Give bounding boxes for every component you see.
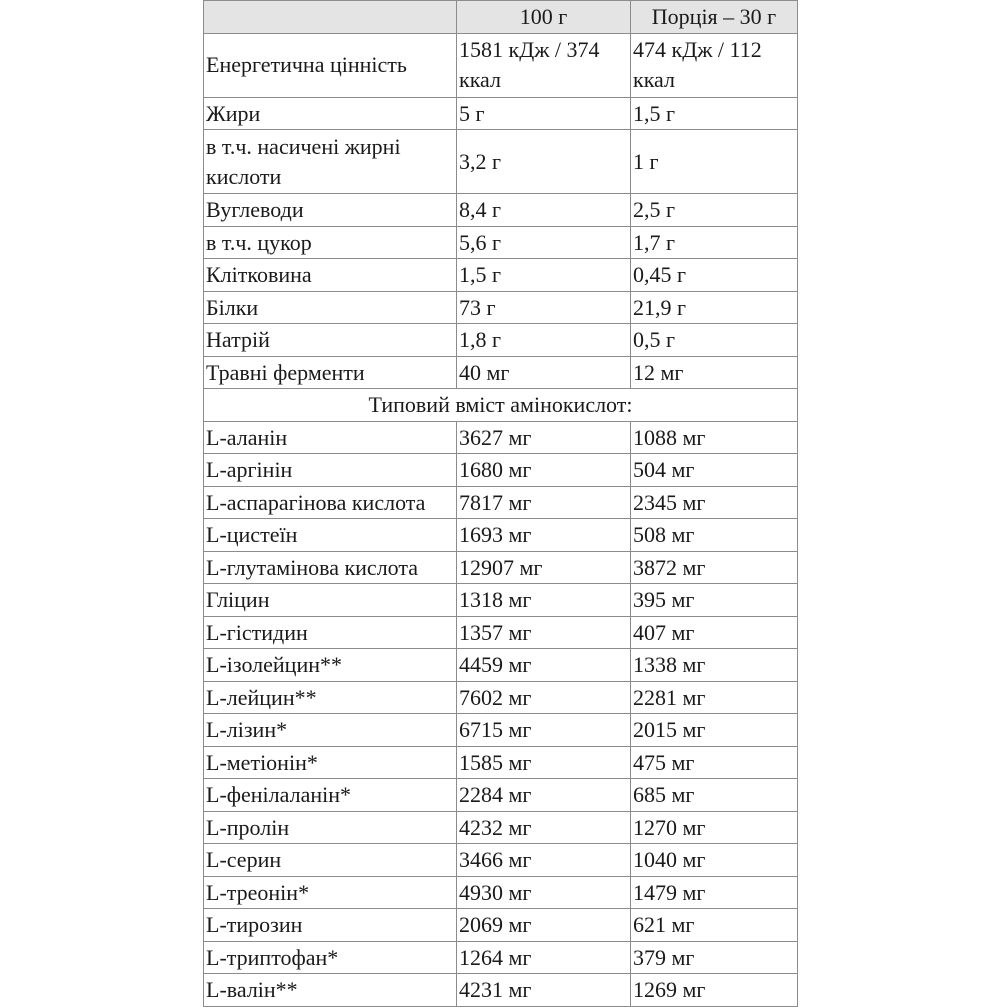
- amino-acid-row: [204, 616, 798, 649]
- nutrient-name-cell: L-серин: [204, 844, 457, 877]
- nutrient-name-cell: L-аргінін: [204, 454, 457, 487]
- value-100g-cell: 4232 мг: [457, 811, 631, 844]
- value-100g-cell: 4459 мг: [457, 649, 631, 682]
- value-100g-cell: 40 мг: [457, 356, 631, 389]
- amino-acid-row: [204, 876, 798, 909]
- nutrient-name-cell: L-лейцин**: [204, 681, 457, 714]
- value-100g-cell: 5 г: [457, 97, 631, 130]
- header-blank-cell: [204, 1, 457, 34]
- nutrient-row: [204, 356, 798, 389]
- nutrient-name-cell: L-лізин*: [204, 714, 457, 747]
- nutrient-name-cell: L-глутамінова кислота: [204, 551, 457, 584]
- value-portion-cell: 379 мг: [631, 941, 798, 974]
- value-100g-cell: 1264 мг: [457, 941, 631, 974]
- nutrient-name-cell: L-ізолейцин**: [204, 649, 457, 682]
- nutrient-row: [204, 226, 798, 259]
- value-100g-cell: 1693 мг: [457, 519, 631, 552]
- value-100g-cell: 4930 мг: [457, 876, 631, 909]
- value-portion-cell: 0,5 г: [631, 324, 798, 357]
- value-portion-cell: 504 мг: [631, 454, 798, 487]
- value-100g-cell: 1,8 г: [457, 324, 631, 357]
- nutrient-name-cell: Гліцин: [204, 584, 457, 617]
- value-portion-cell: 2281 мг: [631, 681, 798, 714]
- value-100g-cell: 1680 мг: [457, 454, 631, 487]
- value-portion-cell: 508 мг: [631, 519, 798, 552]
- amino-acid-row: [204, 454, 798, 487]
- nutrient-name-cell: L-треонін*: [204, 876, 457, 909]
- nutrient-name-cell: Клітковина: [204, 259, 457, 292]
- amino-acid-row: [204, 746, 798, 779]
- amino-section-row: [204, 389, 798, 422]
- value-100g-cell: 3,2 г: [457, 130, 631, 194]
- value-100g-cell: 8,4 г: [457, 194, 631, 227]
- value-100g-cell: 7602 мг: [457, 681, 631, 714]
- value-100g-cell: 2284 мг: [457, 779, 631, 812]
- amino-acid-row: [204, 584, 798, 617]
- value-portion-cell: 685 мг: [631, 779, 798, 812]
- value-portion-cell: 1269 мг: [631, 974, 798, 1007]
- value-100g-cell: 3466 мг: [457, 844, 631, 877]
- value-portion-cell: 0,45 г: [631, 259, 798, 292]
- nutrient-row: [204, 324, 798, 357]
- nutrient-row: [204, 97, 798, 130]
- amino-acid-row: [204, 519, 798, 552]
- amino-acid-row: [204, 421, 798, 454]
- nutrient-name-cell: L-аланін: [204, 421, 457, 454]
- nutrient-name-cell: L-аспарагінова кислота: [204, 486, 457, 519]
- amino-acid-row: [204, 681, 798, 714]
- nutrient-name-cell: L-цистеїн: [204, 519, 457, 552]
- nutrient-row: [204, 33, 798, 97]
- value-100g-cell: 7817 мг: [457, 486, 631, 519]
- value-portion-cell: 395 мг: [631, 584, 798, 617]
- value-portion-cell: 1088 мг: [631, 421, 798, 454]
- value-portion-cell: 407 мг: [631, 616, 798, 649]
- value-portion-cell: 2,5 г: [631, 194, 798, 227]
- nutrient-name-cell: Вуглеводи: [204, 194, 457, 227]
- nutrient-name-cell: Жири: [204, 97, 457, 130]
- nutrient-name-cell: Натрій: [204, 324, 457, 357]
- amino-section-heading: Типовий вміст амінокислот:: [204, 389, 798, 422]
- value-portion-cell: 474 кДж / 112 ккал: [631, 33, 798, 97]
- value-portion-cell: 475 мг: [631, 746, 798, 779]
- column-header-portion: Порція – 30 г: [631, 1, 798, 34]
- value-100g-cell: 3627 мг: [457, 421, 631, 454]
- nutrient-row: [204, 194, 798, 227]
- value-100g-cell: 73 г: [457, 291, 631, 324]
- nutrient-name-cell: L-валін**: [204, 974, 457, 1007]
- nutrient-name-cell: L-метіонін*: [204, 746, 457, 779]
- nutrient-name-cell: L-триптофан*: [204, 941, 457, 974]
- nutrition-table: [203, 0, 798, 1007]
- value-100g-cell: 1,5 г: [457, 259, 631, 292]
- nutrition-table-body: [204, 1, 798, 1007]
- value-portion-cell: 21,9 г: [631, 291, 798, 324]
- value-100g-cell: 1357 мг: [457, 616, 631, 649]
- value-100g-cell: 4231 мг: [457, 974, 631, 1007]
- value-portion-cell: 1,5 г: [631, 97, 798, 130]
- value-100g-cell: 1581 кДж / 374 ккал: [457, 33, 631, 97]
- nutrient-name-cell: Енергетична цінність: [204, 33, 457, 97]
- nutrient-row: [204, 130, 798, 194]
- value-100g-cell: 5,6 г: [457, 226, 631, 259]
- nutrient-name-cell: L-фенілаланін*: [204, 779, 457, 812]
- nutrient-name-cell: L-пролін: [204, 811, 457, 844]
- value-portion-cell: 621 мг: [631, 909, 798, 942]
- amino-acid-row: [204, 779, 798, 812]
- value-portion-cell: 1040 мг: [631, 844, 798, 877]
- value-portion-cell: 3872 мг: [631, 551, 798, 584]
- nutrient-name-cell: L-тирозин: [204, 909, 457, 942]
- amino-acid-row: [204, 486, 798, 519]
- value-100g-cell: 2069 мг: [457, 909, 631, 942]
- amino-acid-row: [204, 649, 798, 682]
- nutrient-name-cell: Травні ферменти: [204, 356, 457, 389]
- value-100g-cell: 1318 мг: [457, 584, 631, 617]
- value-portion-cell: 1479 мг: [631, 876, 798, 909]
- value-100g-cell: 1585 мг: [457, 746, 631, 779]
- value-portion-cell: 1,7 г: [631, 226, 798, 259]
- nutrient-name-cell: Білки: [204, 291, 457, 324]
- amino-acid-row: [204, 909, 798, 942]
- nutrient-row: [204, 291, 798, 324]
- amino-acid-row: [204, 941, 798, 974]
- nutrient-name-cell: L-гістидин: [204, 616, 457, 649]
- amino-acid-row: [204, 974, 798, 1007]
- value-portion-cell: 1270 мг: [631, 811, 798, 844]
- nutrient-name-cell: в т.ч. цукор: [204, 226, 457, 259]
- value-portion-cell: 1338 мг: [631, 649, 798, 682]
- nutrient-row: [204, 259, 798, 292]
- value-portion-cell: 2015 мг: [631, 714, 798, 747]
- value-100g-cell: 12907 мг: [457, 551, 631, 584]
- amino-acid-row: [204, 844, 798, 877]
- value-portion-cell: 2345 мг: [631, 486, 798, 519]
- value-portion-cell: 1 г: [631, 130, 798, 194]
- header-row: [204, 1, 798, 34]
- value-portion-cell: 12 мг: [631, 356, 798, 389]
- amino-acid-row: [204, 811, 798, 844]
- amino-acid-row: [204, 714, 798, 747]
- amino-acid-row: [204, 551, 798, 584]
- nutrient-name-cell: в т.ч. насичені жирні кислоти: [204, 130, 457, 194]
- column-header-100g: 100 г: [457, 1, 631, 34]
- value-100g-cell: 6715 мг: [457, 714, 631, 747]
